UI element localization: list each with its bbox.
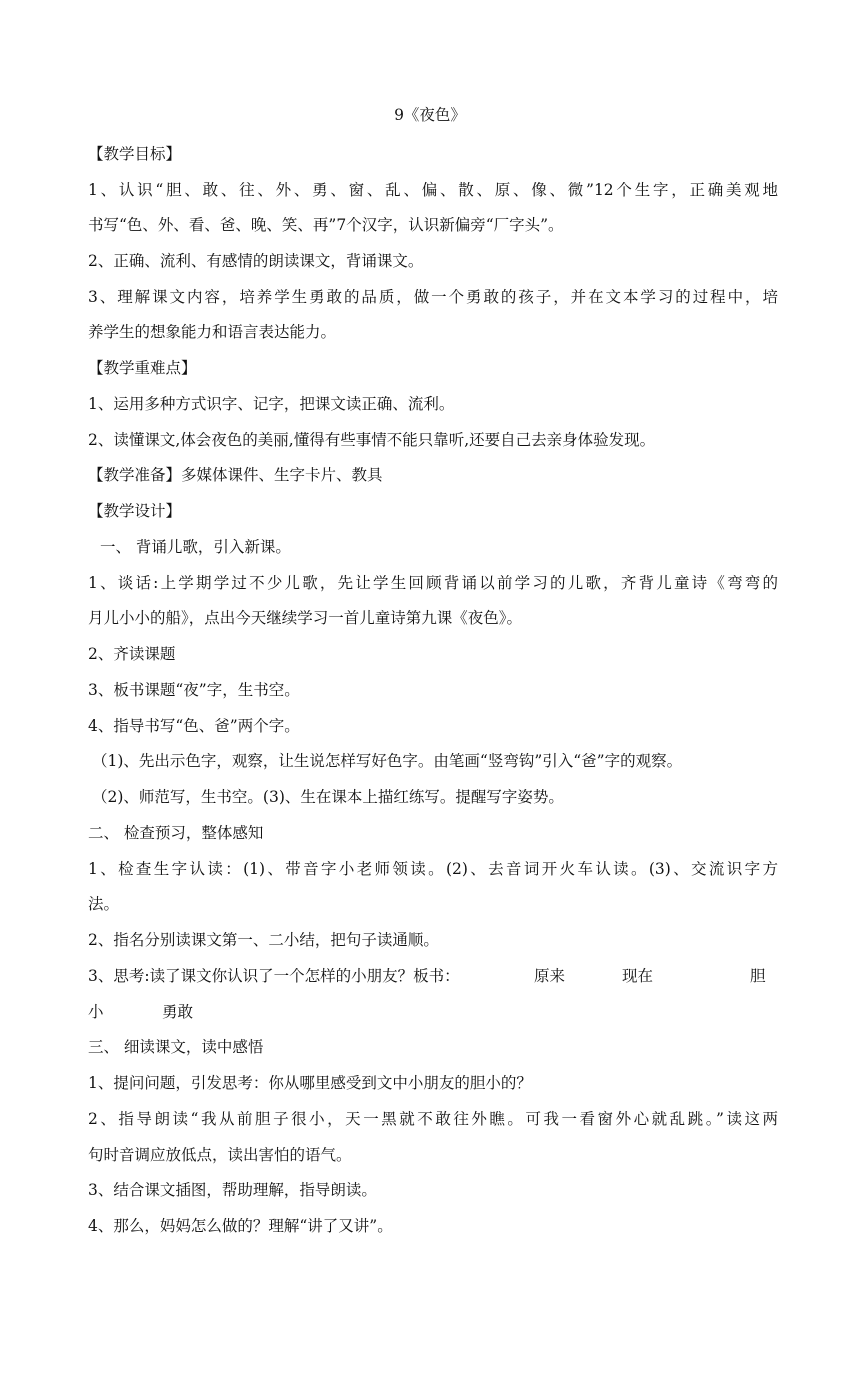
text-line: 1、谈话:上学期学过不少儿歌，先让学生回顾背诵以前学习的儿歌，齐背儿童诗《弯弯的 — [88, 574, 778, 592]
text-line: 2、指名分别读课文第一、二小结，把句子读通顺。 — [88, 931, 439, 949]
text-line: （1)、先出示色字，观察，让生说怎样写好色字。由笔画“竖弯钩”引入“爸”字的观察。 — [92, 752, 683, 770]
text-line: 法。 — [88, 895, 120, 913]
text-line: 2、指导朗读“我从前胆子很小，天一黑就不敢往外瞧。可我一看窗外心就乱跳。”读这两 — [88, 1110, 778, 1128]
board-word-timid-cont: 小 — [88, 1003, 104, 1021]
text-line: 1、检查生字认读：(1)、带音字小老师领读。(2)、去音词开火车认读。(3)、交流识字方 — [88, 860, 778, 878]
text-line: （2)、师范写，生书空。(3)、生在课本上描红练写。提醒写字姿势。 — [92, 788, 564, 806]
text-line: 1、运用多种方式识字、记字，把课文读正确、流利。 — [88, 395, 455, 413]
section-heading-preparation: 【教学准备】多媒体课件、生字卡片、教具 — [88, 466, 383, 484]
text-line: 3、板书课题“夜”字，生书空。 — [88, 681, 300, 699]
board-word-now: 现在 — [622, 967, 654, 985]
section-heading-objectives: 【教学目标】 — [88, 145, 182, 163]
subsection-heading: 三、 细读课文，读中感悟 — [88, 1038, 264, 1056]
section-heading-key-points: 【教学重难点】 — [88, 359, 197, 377]
text-line: 4、指导书写“色、爸”两个字。 — [88, 717, 300, 735]
board-word-before: 原来 — [534, 967, 566, 985]
text-line: 书写“色、外、看、爸、晚、笑、再”7个汉字，认识新偏旁“厂字头”。 — [88, 216, 564, 234]
section-heading-design: 【教学设计】 — [88, 502, 182, 520]
board-word-brave: 勇敢 — [162, 1003, 194, 1021]
text-line: 2、读懂课文,体会夜色的美丽,懂得有些事情不能只靠听,还要自己去亲身体验发现。 — [88, 431, 656, 449]
text-line: 3、思考:读了课文你认识了一个怎样的小朋友？板书： — [88, 967, 460, 985]
text-line: 3、理解课文内容，培养学生勇敢的品质，做一个勇敢的孩子，并在文本学习的过程中，培 — [88, 288, 778, 306]
text-line: 1、认识“胆、敢、往、外、勇、窗、乱、偏、散、原、像、微”12个生字，正确美观地 — [88, 181, 778, 199]
text-line: 月儿小小的船》，点出今天继续学习一首儿童诗第九课《夜色》。 — [88, 609, 523, 627]
board-word-timid: 胆 — [750, 967, 766, 985]
subsection-heading: 一、 背诵儿歌，引入新课。 — [100, 538, 291, 556]
text-line: 2、齐读课题 — [88, 645, 176, 663]
text-line: 4、那么，妈妈怎么做的？理解“讲了又讲”。 — [88, 1217, 393, 1235]
text-line: 3、结合课文插图，帮助理解，指导朗读。 — [88, 1181, 377, 1199]
text-line: 2、正确、流利、有感情的朗读课文，背诵课文。 — [88, 252, 424, 270]
text-line: 养学生的想象能力和语言表达能力。 — [88, 323, 337, 341]
text-line: 句时音调应放低点，读出害怕的语气。 — [88, 1146, 352, 1164]
text-line: 1、提问问题，引发思考：你从哪里感受到文中小朋友的胆小的？ — [88, 1074, 532, 1092]
subsection-heading: 二、 检查预习，整体感知 — [88, 824, 264, 842]
lesson-title: 9《夜色》 — [394, 106, 466, 124]
